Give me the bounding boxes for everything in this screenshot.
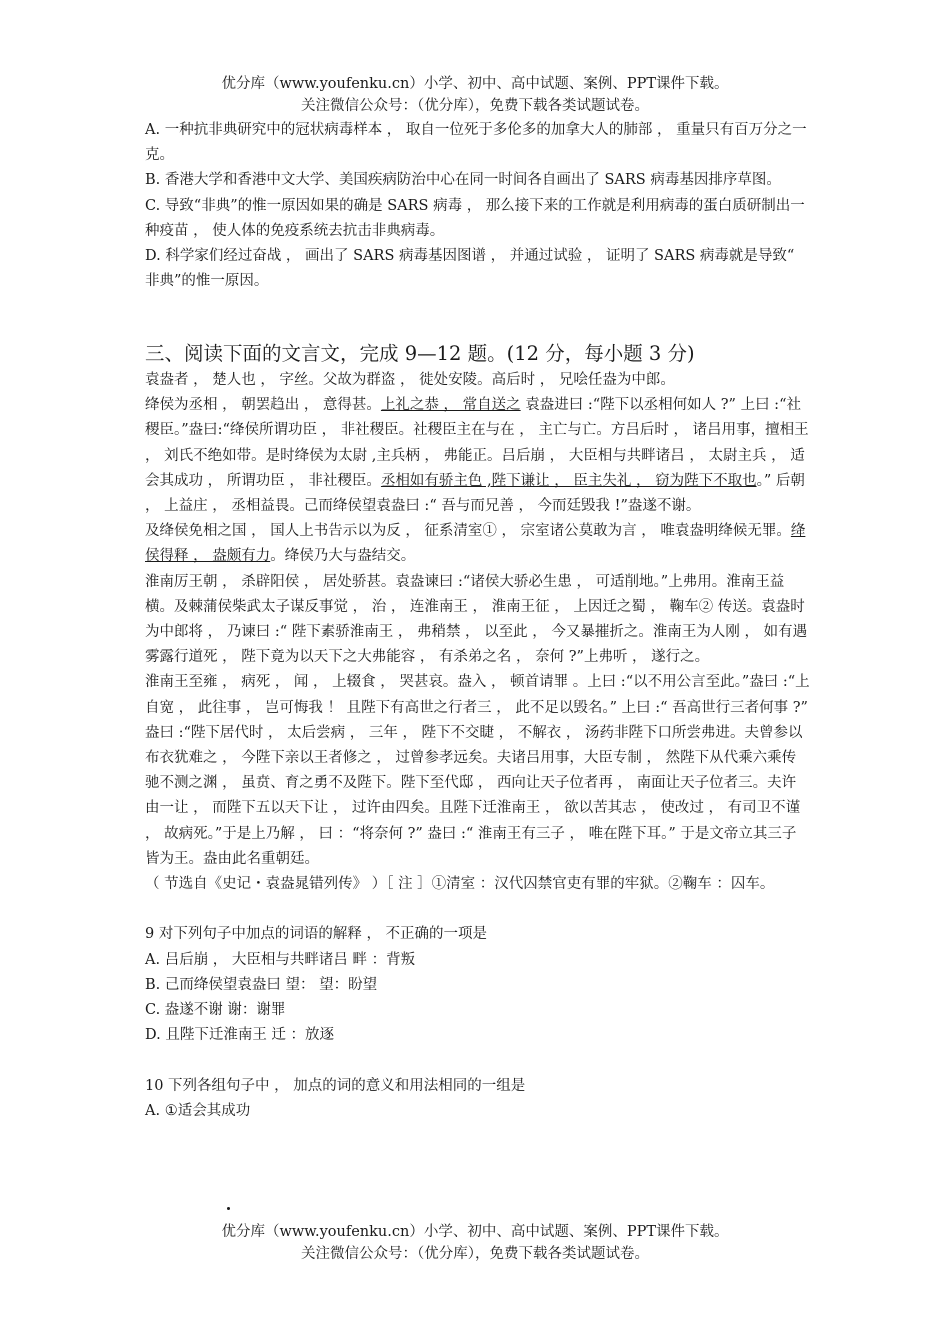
passage-paragraph-5: 淮南王至雍 ， 病死 ， 闻 ， 上辍食 ， 哭甚哀。盎入 ， 顿首请罪 。上曰 :“以不用公言至此。”盎曰 :“上自宽 ， 此往事 ， 岂可悔我 ！ 且陛下有高世之行者三 ， 此不足以毁名。” 上曰 :“ 吾高世行三者何事 ?” 盎曰 :“陛下居代时 ， 太后尝病 ， 三年 ， 陛下不交睫 ， 不解衣 ， 汤药非陛下口所尝弗进。夫曾参以布衣犹难之 ， 今陛下亲以王者修之 ， 过曾参孝远矣。夫诸吕用事，大臣专制 ， 然陛下从代乘六乘传驰不测之渊 ， 虽贲、育之勇不及陛下。陛下至代邸 ， 西向让天子位者再 ， 南面让天子位者三。夫许由一让 ， 而陛下五以天下让 ， 过许由四矣。且陛下迁淮南王 ， 欲以苦其志 ， 使改过 ， 有司卫不谨 ， 故病死。”于是上乃解 ， 曰 ：“将奈何 ?” 盎曰 :“ 淮南王有三子 ， 唯在陛下耳。” 于是文帝立其三子皆为王。盎由此名重朝廷。 xyxy=(145,674,810,867)
q9-option-b: B. 己而绛侯望袁盎曰 望： 望：盼望 xyxy=(145,976,378,993)
option-b: B. 香港大学和香港中文大学、美国疾病防治中心在同一时间各自画出了 SARS 病毒基因排序草图。 xyxy=(145,172,781,189)
q10-option-a: A. ①适会其成功 xyxy=(145,1102,251,1119)
underlined-sentence-2: 丞相如有骄主色 ,陛下谦让 ， 臣主失礼 ， 窃为陛下不取也 xyxy=(380,472,757,489)
footer-line-2: 关注微信公众号：（优分库），免费下载各类试题试卷。 xyxy=(301,1246,649,1262)
p2-text-a: 绛侯为丞相 ， 朝罢趋出 ， 意得甚。 xyxy=(145,397,381,414)
underlined-sentence-3: 绛侯得释 ， 盎颇有力 xyxy=(145,523,806,565)
previous-question-options xyxy=(145,118,810,294)
section-title: 三、阅读下面的文言文，完成 9—12 题。(12 分，每小题 3 分) xyxy=(145,342,695,365)
header-line-1: 优分库（www.youfenku.cn）小学、初中、高中试题、案例、PPT课件下载。 xyxy=(221,76,729,92)
q9-option-a: A. 吕后崩 ， 大臣相与共畔诸吕 畔 ：背叛 xyxy=(145,951,416,968)
p3-text-b: 。绛侯乃大与盎结交。 xyxy=(270,548,416,565)
footer-line-1: 优分库（www.youfenku.cn）小学、初中、高中试题、案例、PPT课件下载。 xyxy=(221,1224,729,1240)
question-10-stem: 10 下列各组句子中 ， 加点的词的意义和用法相同的一组是 xyxy=(145,1077,526,1094)
source-note: （ 节选自《史记・袁盎晁错列传》 ）［ 注 ］①清室 ：汉代囚禁官吏有罪的牢狱。②鞠车 ：囚车。 xyxy=(145,876,775,893)
passage-paragraph-4: 淮南厉王朝 ， 杀辟阳侯 ， 居处骄甚。袁盎谏曰 :“诸侯大骄必生患 ， 可适削地。”上弗用。淮南王益横。及棘蒲侯柴武太子谋反事觉 ， 治 ， 连淮南王 ， 淮南王征 ， 上因迁之蜀 ， 鞠车② 传送。袁盎时为中郎将 ， 乃谏曰 :“ 陛下素骄淮南王 ， 弗稍禁 ， 以至此 ， 今又暴摧折之。淮南王为人刚 ， 如有遇雾露行道死 ， 陛下竟为以天下之大弗能容 ， 有杀弟之名 ， 奈何 ?”上弗听 ， 遂行之。 xyxy=(145,573,808,666)
option-c: C. 导致“非典”的惟一原因如果的确是 SARS 病毒 ， 那么接下来的工作就是利用病毒的蛋白质研制出一种疫苗 ， 使人体的免疫系统去抗击非典病毒。 xyxy=(145,197,805,239)
q9-option-c: C. 盎遂不谢 谢：谢罪 xyxy=(145,1002,286,1019)
p2-text-b: 袁盎进曰 :“陛下以丞相何如人 ?” 上曰 :“社稷臣。”盎曰:“绛侯所谓功臣 ， 非社稷臣。社稷臣主在与在 ， 主亡与亡。方吕后时 ， 诸吕用事，擅相王 ， 刘氏不绝如带。是时绛侯为太尉 ,主兵柄 ， 弗能正。吕后崩 ， 大臣相与共畔诸吕 ， 太尉主兵 ， 适会其成功 ， 所谓功臣 ， 非社稷臣。 xyxy=(145,397,809,489)
emphasis-dot xyxy=(227,1207,230,1210)
p3-text-a: 及绛侯免相之国 ， 国人上书告示以为反 ， 征系清室① ， 宗室诸公莫敢为言 ， 唯袁盎明绛候无罪。 xyxy=(145,523,791,540)
question-9-stem: 9 对下列句子中加点的词语的解释 ， 不正确的一项是 xyxy=(145,926,488,943)
underlined-sentence-1: 上礼之恭 ， 常自送之 xyxy=(380,397,521,414)
option-d: D. 科学家们经过奋战 ， 画出了 SARS 病毒基因图谱 ， 并通过试验 ， 证明了 SARS 病毒就是导致“ 非典”的惟一原因。 xyxy=(145,248,795,290)
page-header xyxy=(0,73,950,117)
q9-option-d: D. 且陛下迁淮南王 迁 ：放逐 xyxy=(145,1027,335,1044)
page-footer xyxy=(0,1221,950,1265)
option-a: A. 一种抗非典研究中的冠状病毒样本 ， 取自一位死于多伦多的加拿大人的肺部 ， 重量只有百万分之一克。 xyxy=(145,122,807,164)
passage-paragraph-2 xyxy=(145,393,810,519)
passage-paragraph-1: 袁盎者 ， 楚人也 ， 字丝。父故为群盗 ， 徙处安陵。高后时 ， 兄哙任盎为中郎。 xyxy=(145,372,675,388)
section-3 xyxy=(145,340,810,1124)
header-line-2: 关注微信公众号：（优分库），免费下载各类试题试卷。 xyxy=(301,98,649,114)
p2-text-c: 。” 后朝 ， 上益庄 ， 丞相益畏。己而绛侯望袁盎曰 :“ 吾与而兄善 ， 今而廷毁我 !”盎遂不谢。 xyxy=(145,472,805,515)
passage-paragraph-3 xyxy=(145,519,810,569)
